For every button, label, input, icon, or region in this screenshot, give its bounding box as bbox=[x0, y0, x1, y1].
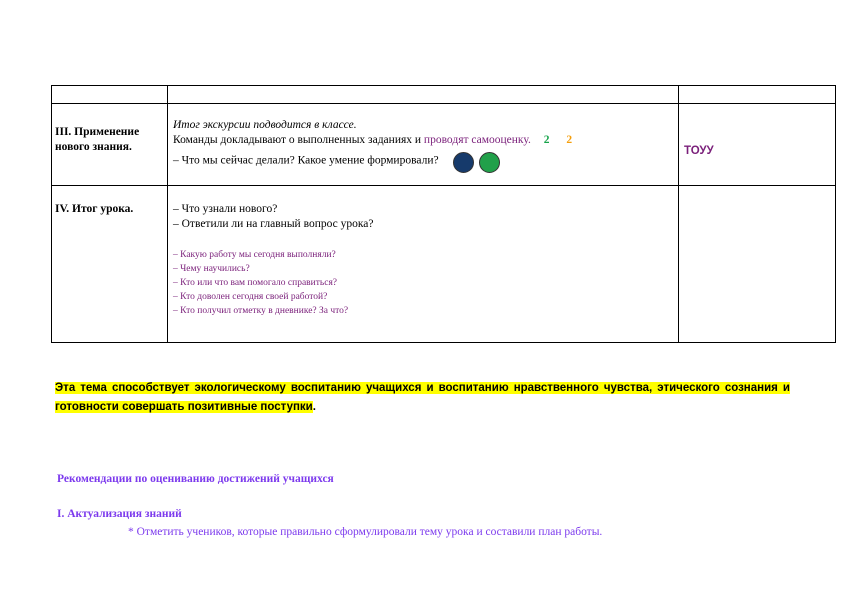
question-line: – Ответили ли на главный вопрос урока? bbox=[173, 218, 374, 230]
question-line bbox=[173, 148, 672, 174]
recommendation-item: I. Актуализация знаний bbox=[57, 508, 182, 520]
stage-cell: III. Применение нового знания. bbox=[52, 104, 168, 186]
recommendations-title: Рекомендации по оцениванию достижений учащихся bbox=[57, 473, 334, 485]
small-question: – Кто доволен сегодня своей работой? bbox=[173, 292, 328, 302]
assessment-dots bbox=[453, 152, 505, 178]
empty-cell bbox=[52, 86, 168, 104]
score-green: 2 bbox=[543, 134, 550, 146]
report-line bbox=[173, 133, 672, 148]
empty-cell bbox=[168, 86, 679, 104]
paragraph-end: . bbox=[312, 401, 316, 413]
self-assessment-text: проводят самооценку. bbox=[423, 134, 531, 146]
small-question: – Кто получил отметку в дневнике? За что? bbox=[173, 306, 349, 316]
empty-cell bbox=[679, 186, 836, 343]
score-orange: 2 bbox=[566, 134, 573, 146]
summary-line: Итог экскурсии подводится в классе. bbox=[173, 119, 357, 131]
highlighted-paragraph bbox=[55, 379, 790, 417]
table-row-stage-4 bbox=[52, 186, 836, 343]
stage-cell: IV. Итог урока. bbox=[52, 186, 168, 343]
table-row-empty bbox=[52, 86, 836, 104]
report-text: Команды докладывают о выполненных заданиях и bbox=[173, 134, 424, 146]
blue-circle-icon bbox=[453, 152, 474, 173]
empty-cell bbox=[679, 86, 836, 104]
recommendation-note: * Отметить учеников, которые правильно сформулировали тему урока и составили план работы. bbox=[128, 526, 603, 538]
note-cell: ТОУУ bbox=[679, 104, 836, 186]
lesson-table bbox=[51, 85, 836, 343]
table-row-stage-3 bbox=[52, 104, 836, 186]
small-question: – Чему научились? bbox=[173, 264, 250, 274]
content-cell bbox=[168, 104, 679, 186]
content-cell bbox=[168, 186, 679, 343]
question-line: – Что узнали нового? bbox=[173, 203, 278, 215]
green-circle-icon bbox=[479, 152, 500, 173]
question-text: – Что мы сейчас делали? Какое умение формировали? bbox=[173, 154, 439, 167]
small-question: – Какую работу мы сегодня выполняли? bbox=[173, 250, 336, 260]
highlighted-text: Эта тема способствует экологическому воспитанию учащихся и воспитанию нравственного чувства, этического сознания и готовности совершать позитивные поступки bbox=[55, 382, 790, 413]
small-question: – Кто или что вам помогало справиться? bbox=[173, 278, 338, 288]
